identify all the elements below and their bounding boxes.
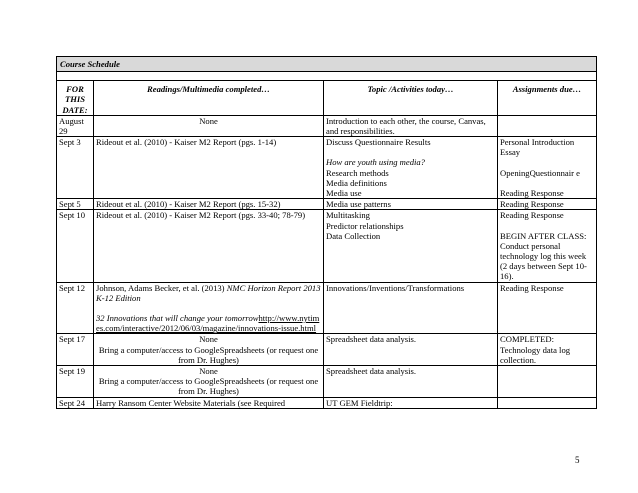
row-assignments: Reading Response bbox=[498, 199, 597, 210]
row-readings: None bbox=[94, 115, 324, 136]
table-title: Course Schedule bbox=[57, 57, 597, 72]
row-assignments: COMPLETED: Technology data log collection. bbox=[498, 334, 597, 366]
row-topic: Spreadsheet data analysis. bbox=[324, 334, 498, 366]
topic-line: Media use bbox=[326, 188, 362, 199]
topic-line: Data Collection bbox=[326, 230, 381, 241]
table-row bbox=[57, 199, 597, 210]
topic-line: Media definitions bbox=[326, 177, 387, 188]
row-assignments bbox=[498, 397, 597, 408]
row-date: August 29 bbox=[57, 115, 94, 136]
header-readings: Readings/Multimedia completed… bbox=[94, 81, 324, 116]
table-row bbox=[57, 210, 597, 282]
reading-line: None bbox=[199, 366, 218, 377]
row-assignments bbox=[498, 115, 597, 136]
topic-line: Discuss Questionnaire Results bbox=[326, 137, 431, 148]
assignment-line: BEGIN AFTER CLASS: Conduct personal technology log this week (2 days between Sept 10-16). bbox=[500, 230, 587, 282]
row-date: Sept 10 bbox=[57, 210, 94, 282]
table-row bbox=[57, 366, 597, 398]
course-schedule-table bbox=[56, 56, 597, 409]
reading-line: Bring a computer/access to GoogleSpreadsheets (or request one from Dr. Hughes) bbox=[98, 376, 319, 397]
topic-line: How are youth using media? bbox=[326, 157, 425, 168]
row-date: Sept 12 bbox=[57, 282, 94, 334]
row-readings: Rideout et al. (2010) - Kaiser M2 Report (pgs. 15-32) bbox=[94, 199, 324, 210]
header-topic: Topic /Activities today… bbox=[324, 81, 498, 116]
row-assignments bbox=[498, 366, 597, 398]
header-assignments: Assignments due… bbox=[498, 81, 597, 116]
table-row bbox=[57, 282, 597, 334]
reading-line: Bring a computer/access to GoogleSpreadsheets (or request one from Dr. Hughes) bbox=[98, 344, 319, 365]
article-link[interactable]: http://www.nytimes.com/interactive/2012/06/03/magazine/innovations-issue.html bbox=[96, 313, 320, 334]
row-topic: UT GEM Fieldtrip: bbox=[324, 397, 498, 408]
assignment-line: Reading Response bbox=[500, 187, 564, 198]
row-date: Sept 24 bbox=[57, 397, 94, 408]
report-title: NMC Horizon Report 2013 K-12 Edition bbox=[96, 282, 321, 303]
table-row bbox=[57, 137, 597, 199]
assignment-line: Personal Introduction Essay bbox=[500, 137, 575, 158]
row-date: Sept 5 bbox=[57, 199, 94, 210]
row-topic bbox=[324, 210, 498, 282]
row-readings: Rideout et al. (2010) - Kaiser M2 Report (pgs. 33-40; 78-79) bbox=[94, 210, 324, 282]
assignment-line: OpeningQuestionnair e bbox=[500, 167, 580, 178]
row-date: Sept 17 bbox=[57, 334, 94, 366]
row-date: Sept 3 bbox=[57, 137, 94, 199]
citation-text: Johnson, Adams Becker, et al. (2013) bbox=[96, 282, 225, 293]
row-topic: Spreadsheet data analysis. bbox=[324, 366, 498, 398]
header-row bbox=[57, 81, 597, 116]
table-row bbox=[57, 115, 597, 136]
row-readings bbox=[94, 366, 324, 398]
row-readings: Harry Ransom Center Website Materials (see Required bbox=[94, 397, 324, 408]
row-topic bbox=[324, 137, 498, 199]
assignment-line: Reading Response bbox=[500, 210, 564, 221]
row-topic: Media use patterns bbox=[324, 199, 498, 210]
page-number: 5 bbox=[575, 455, 580, 465]
row-assignments bbox=[498, 137, 597, 199]
spacer-row bbox=[57, 72, 597, 81]
topic-line: Multitasking bbox=[326, 210, 370, 221]
article-title: 32 Innovations that will change your tomorrow bbox=[96, 313, 259, 324]
row-assignments bbox=[498, 210, 597, 282]
row-date: Sept 19 bbox=[57, 366, 94, 398]
reading-line: None bbox=[199, 334, 218, 345]
header-date: FOR THIS DATE: bbox=[57, 81, 94, 116]
table-row bbox=[57, 334, 597, 366]
topic-line: Predictor relationships bbox=[326, 220, 404, 231]
row-topic: Innovations/Inventions/Transformations bbox=[324, 282, 498, 334]
table-row bbox=[57, 397, 597, 408]
row-assignments: Reading Response bbox=[498, 282, 597, 334]
row-topic: Introduction to each other, the course, Canvas, and responsibilities. bbox=[324, 115, 498, 136]
row-readings: Rideout et al. (2010) - Kaiser M2 Report (pgs. 1-14) bbox=[94, 137, 324, 199]
row-readings bbox=[94, 282, 324, 334]
topic-line: Research methods bbox=[326, 167, 389, 178]
row-readings bbox=[94, 334, 324, 366]
table-title-row bbox=[57, 57, 597, 72]
